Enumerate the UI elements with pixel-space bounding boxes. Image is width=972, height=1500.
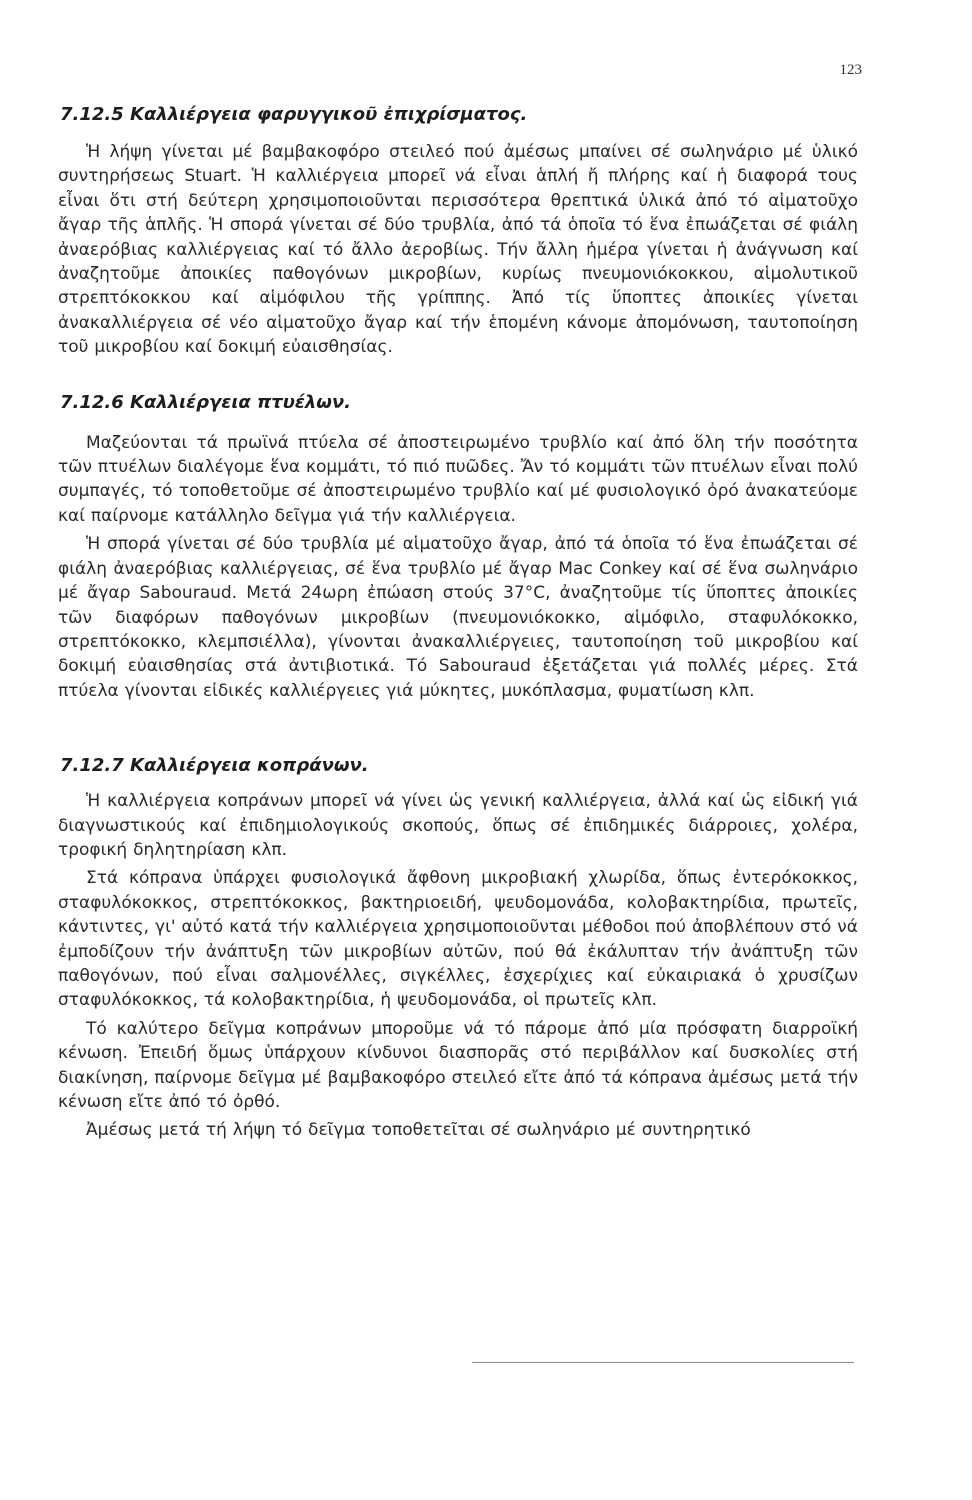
paragraph-pharyngeal: Ἡ λήψη γίνεται μέ βαμβακοφόρο στειλεό πού ἀμέσως μπαίνει σέ σωληνάριο μέ ὑλικό συντηρήσεως Stuart. Ἡ καλλιέργεια μπορεῖ νά εἶναι ἁπλή ἤ πλήρης καί ἡ διαφορά τους εἶναι ὅτι στή δεύτερη χρησιμοποιοῦνται περισσότερα θρεπτικά ὑλικά ἀπό τό αἱματοῦχο ἄγαρ τῆς ἁπλῆς. Ἡ σπορά γίνεται σέ δύο τρυβλία, ἀπό τά ὁποῖα τό ἕνα ἐπωάζεται σέ φιάλη ἀναερόβιας καλλιέργειας καί τό ἄλλο ἀεροβίως. Τήν ἄλλη ἡμέρα γίνεται ἡ ἀνάγνωση καί ἀναζητοῦμε ἀποικίες παθογόνων μικροβίων, κυρίως πνευμονιόκοκκου, αἱμολυτικοῦ στρεπτόκοκκου καί αἱμόφιλου τῆς γρίππης. Ἀπό τίς ὕποπτες ἀποικίες γίνεται ἀνακαλλιέργεια σέ νέο αἱματοῦχο ἄγαρ καί τήν ἑπομένη κάνομε ἀπομόνωση, ταυτοποίηση τοῦ μικροβίου καί δοκιμή εὐαισθησίας. <box>58 142 858 358</box>
section-heading-stool: 7.12.7 Καλλιέργεια κοπράνων. <box>60 755 369 777</box>
page-body <box>58 98 858 1143</box>
paragraph-stool-flora: Στά κόπρανα ὑπάρχει φυσιολογικά ἄφθονη μικροβιακή χλωρίδα, ὅπως ἐντερόκοκκος, σταφυλόκοκκος, στρεπτόκοκκος, βακτηριοειδή, ψευδομονάδα, κολοβακτηρίδια, πρωτεῖς, κάντιντες, γι' αὐτό κατά τήν καλλιέργεια χρησιμοποιοῦνται μέθοδοι πού ἀποβλέπουν στό νά ἐμποδίζουν τήν ἀνάπτυξη τῶν μικροβίων αὐτῶν, πού θά ἐκάλυπταν τήν ἀνάπτυξη τῶν παθογόνων, πού εἶναι σαλμονέλλες, σιγκέλλες, ἐσχερίχιες καί εὐκαιριακά ὁ χρυσίζων σταφυλόκοκκος, τά κολοβακτηρίδια, ἡ ψευδομονάδα, οἱ πρωτεῖς κλπ. <box>58 868 858 1011</box>
paragraph-stool-intro: Ἡ καλλιέργεια κοπράνων μπορεῖ νά γίνει ὡς γενική καλλιέργεια, ἀλλά καί ὡς εἰδική γιά διαγνωστικούς καί ἐπιδημιολογικούς σκοπούς, ὅπως σέ ἐπιδημικές διάρροιες, χολέρα, τροφική δηλητηρίαση κλπ. <box>58 791 858 860</box>
paragraph-stool-transport: Ἀμέσως μετά τή λήψη τό δεῖγμα τοποθετεῖται σέ σωληνάριο μέ συντηρητικό <box>86 1120 751 1141</box>
page-number: 123 <box>839 62 862 78</box>
section-heading-sputum: 7.12.6 Καλλιέργεια πτυέλων. <box>60 391 352 413</box>
paragraph-sputum-culture: Ἡ σπορά γίνεται σέ δύο τρυβλία μέ αἱματοῦχο ἄγαρ, ἀπό τά ὁποῖα τό ἕνα ἐπωάζεται σέ φιάλη ἀναερόβιας καλλιέργειας, σέ ἕνα τρυβλίο μέ ἄγαρ Mac Conkey καί σέ ἕνα σωληνάριο μέ ἄγαρ Sabouraud. Μετά 24ωρη ἐπώαση στούς 37°C, ἀναζητοῦμε τίς ὕποπτες ἀποικίες τῶν διαφόρων παθογόνων μικροβίων (πνευμονιόκοκκο, αἱμόφιλο, σταφυλόκοκκο, στρεπτόκοκκο, κλεμπσιέλλα), γίνονται ἀνακαλλιέργειες, ταυτοποίηση τοῦ μικροβίου καί δοκιμή εὐαισθησίας στά ἀντιβιοτικά. Τό Sabouraud ἐξετάζεται γιά πολλές μέρες. Στά πτύελα γίνονται εἰδικές καλλιέργειες γιά μύκητες, μυκόπλασμα, φυματίωση κλπ. <box>58 534 858 701</box>
section-heading-pharyngeal: 7.12.5 Καλλιέργεια φαρυγγικοῦ ἐπιχρίσματος. <box>60 104 528 125</box>
paragraph-sputum-collection: Μαζεύονται τά πρωϊνά πτύελα σέ ἀποστειρωμένο τρυβλίο καί ἀπό ὅλη τήν ποσότητα τῶν πτυέλων διαλέγομε ἕνα κομμάτι, τό πιό πυῶδες. Ἄν τό κομμάτι τῶν πτυέλων εἶναι πολύ συμπαγές, τό τοποθετοῦμε σέ ἀποστειρωμένο τρυβλίο καί μέ φυσιολογικό ὀρό ἀνακατεύομε καί παίρνομε κατάλληλο δεῖγμα γιά τήν καλλιέργεια. <box>58 432 858 526</box>
paragraph-stool-sample: Τό καλύτερο δεῖγμα κοπράνων μποροῦμε νά τό πάρομε ἀπό μία πρόσφατη διαρροϊκή κένωση. Ἐπειδή ὅμως ὑπάρχουν κίνδυνοι διασπορᾶς στό περιβάλλον καί δυσκολίες στή διακίνηση, παίρνομε δεῖγμα μέ βαμβακοφόρο στειλεό εἴτε ἀπό τά κόπρανα ἀμέσως μετά τήν κένωση εἴτε ἀπό τό ὀρθό. <box>58 1018 858 1112</box>
underline-rule <box>472 1362 854 1363</box>
